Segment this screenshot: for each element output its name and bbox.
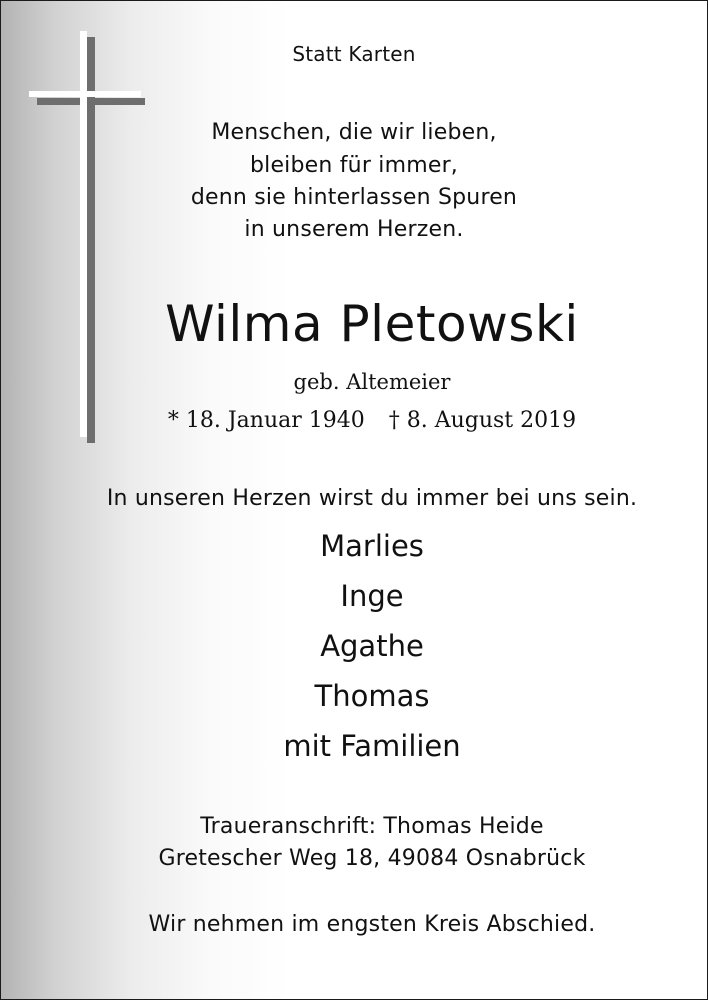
maiden-name: geb. Altemeier <box>293 370 451 394</box>
mourner-name: Marlies <box>320 529 424 563</box>
mourner-families: mit Familien <box>283 729 461 763</box>
death-date: † 8. August 2019 <box>388 408 577 433</box>
verse-line-2: bleiben für immer, <box>249 153 459 178</box>
mourner-name: Inge <box>340 579 404 613</box>
mourner-name: Thomas <box>314 679 430 713</box>
message-text: In unseren Herzen wirst du immer bei uns sein. <box>106 486 638 511</box>
header-text: Statt Karten <box>292 42 416 66</box>
address-text: Gretescher Weg 18, 49084 Osnabrück <box>158 846 586 871</box>
life-dates <box>1 408 707 433</box>
address-label: Traueranschrift: Thomas Heide <box>200 814 544 839</box>
mourner-name: Agathe <box>320 629 424 663</box>
deceased-name: Wilma Pletowski <box>165 295 579 353</box>
closing-text: Wir nehmen im engsten Kreis Abschied. <box>148 912 596 937</box>
verse-line-4: in unserem Herzen. <box>244 217 464 242</box>
verse-line-1: Menschen, die wir lieben, <box>211 120 497 145</box>
birth-date: * 18. Januar 1940 <box>167 408 365 433</box>
verse-line-3: denn sie hinterlassen Spuren <box>190 185 518 210</box>
